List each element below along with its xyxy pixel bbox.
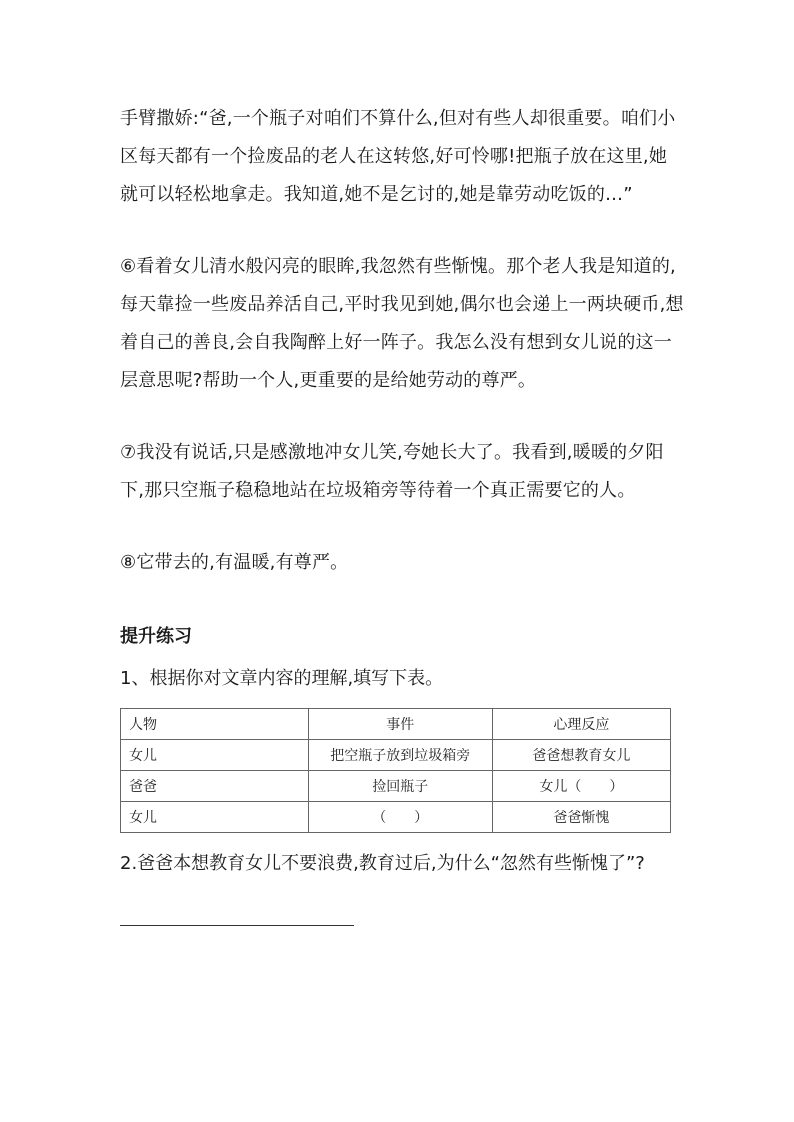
section-title: 提升练习 <box>120 626 192 647</box>
table-cell: 女儿 <box>121 802 309 833</box>
table-cell: 爸爸惭愧 <box>492 802 670 833</box>
document-page <box>120 100 685 926</box>
question-2: 2.爸爸本想教育女儿不要浪费,教育过后,为什么“忽然有些惭愧了”? <box>120 853 645 874</box>
table-header-row <box>121 709 671 740</box>
paragraph-8: ⑧它带去的,有温暖,有尊严。 <box>120 552 349 573</box>
table-row <box>121 771 671 802</box>
question-1: 1、根据你对文章内容的理解,填写下表。 <box>120 668 444 689</box>
table-cell: 爸爸 <box>121 771 309 802</box>
table-row <box>121 802 671 833</box>
table-header-cell: 心理反应 <box>492 709 670 740</box>
paragraph-7: ⑦我没有说话,只是感激地冲女儿笑,夸她长大了。我看到,暖暖的夕阳下,那只空瓶子稳稳地站在垃圾箱旁等待着一个真正需要它的人。 <box>120 442 664 501</box>
table-cell: （ ） <box>308 802 492 833</box>
paragraph-6: ⑥看着女儿清水般闪亮的眼眸,我忽然有些惭愧。那个老人我是知道的,每天靠捡一些废品养活自己,平时我见到她,偶尔也会递上一两块硬币,想着自己的善良,会自我陶醉上好一阵子。我怎么没有想到女儿说的这一层意思呢?帮助一个人,更重要的是给她劳动的尊严。 <box>120 256 684 391</box>
table-row <box>121 740 671 771</box>
table-cell: 把空瓶子放到垃圾箱旁 <box>308 740 492 771</box>
table-cell: 捡回瓶子 <box>308 771 492 802</box>
paragraph-5-end: 手臂撒娇:“爸,一个瓶子对咱们不算什么,但对有些人却很重要。咱们小区每天都有一个捡废品的老人在这转悠,好可怜哪!把瓶子放在这里,她就可以轻松地拿走。我知道,她不是乞讨的,她是靠劳动吃饭的…” <box>120 108 676 205</box>
answer-table <box>120 708 671 833</box>
table-header-cell: 人物 <box>121 709 309 740</box>
table-cell: 女儿（ ） <box>492 771 670 802</box>
table-header-cell: 事件 <box>308 709 492 740</box>
answer-blank-line[interactable] <box>120 905 354 926</box>
table-cell: 爸爸想教育女儿 <box>492 740 670 771</box>
table-cell: 女儿 <box>121 740 309 771</box>
